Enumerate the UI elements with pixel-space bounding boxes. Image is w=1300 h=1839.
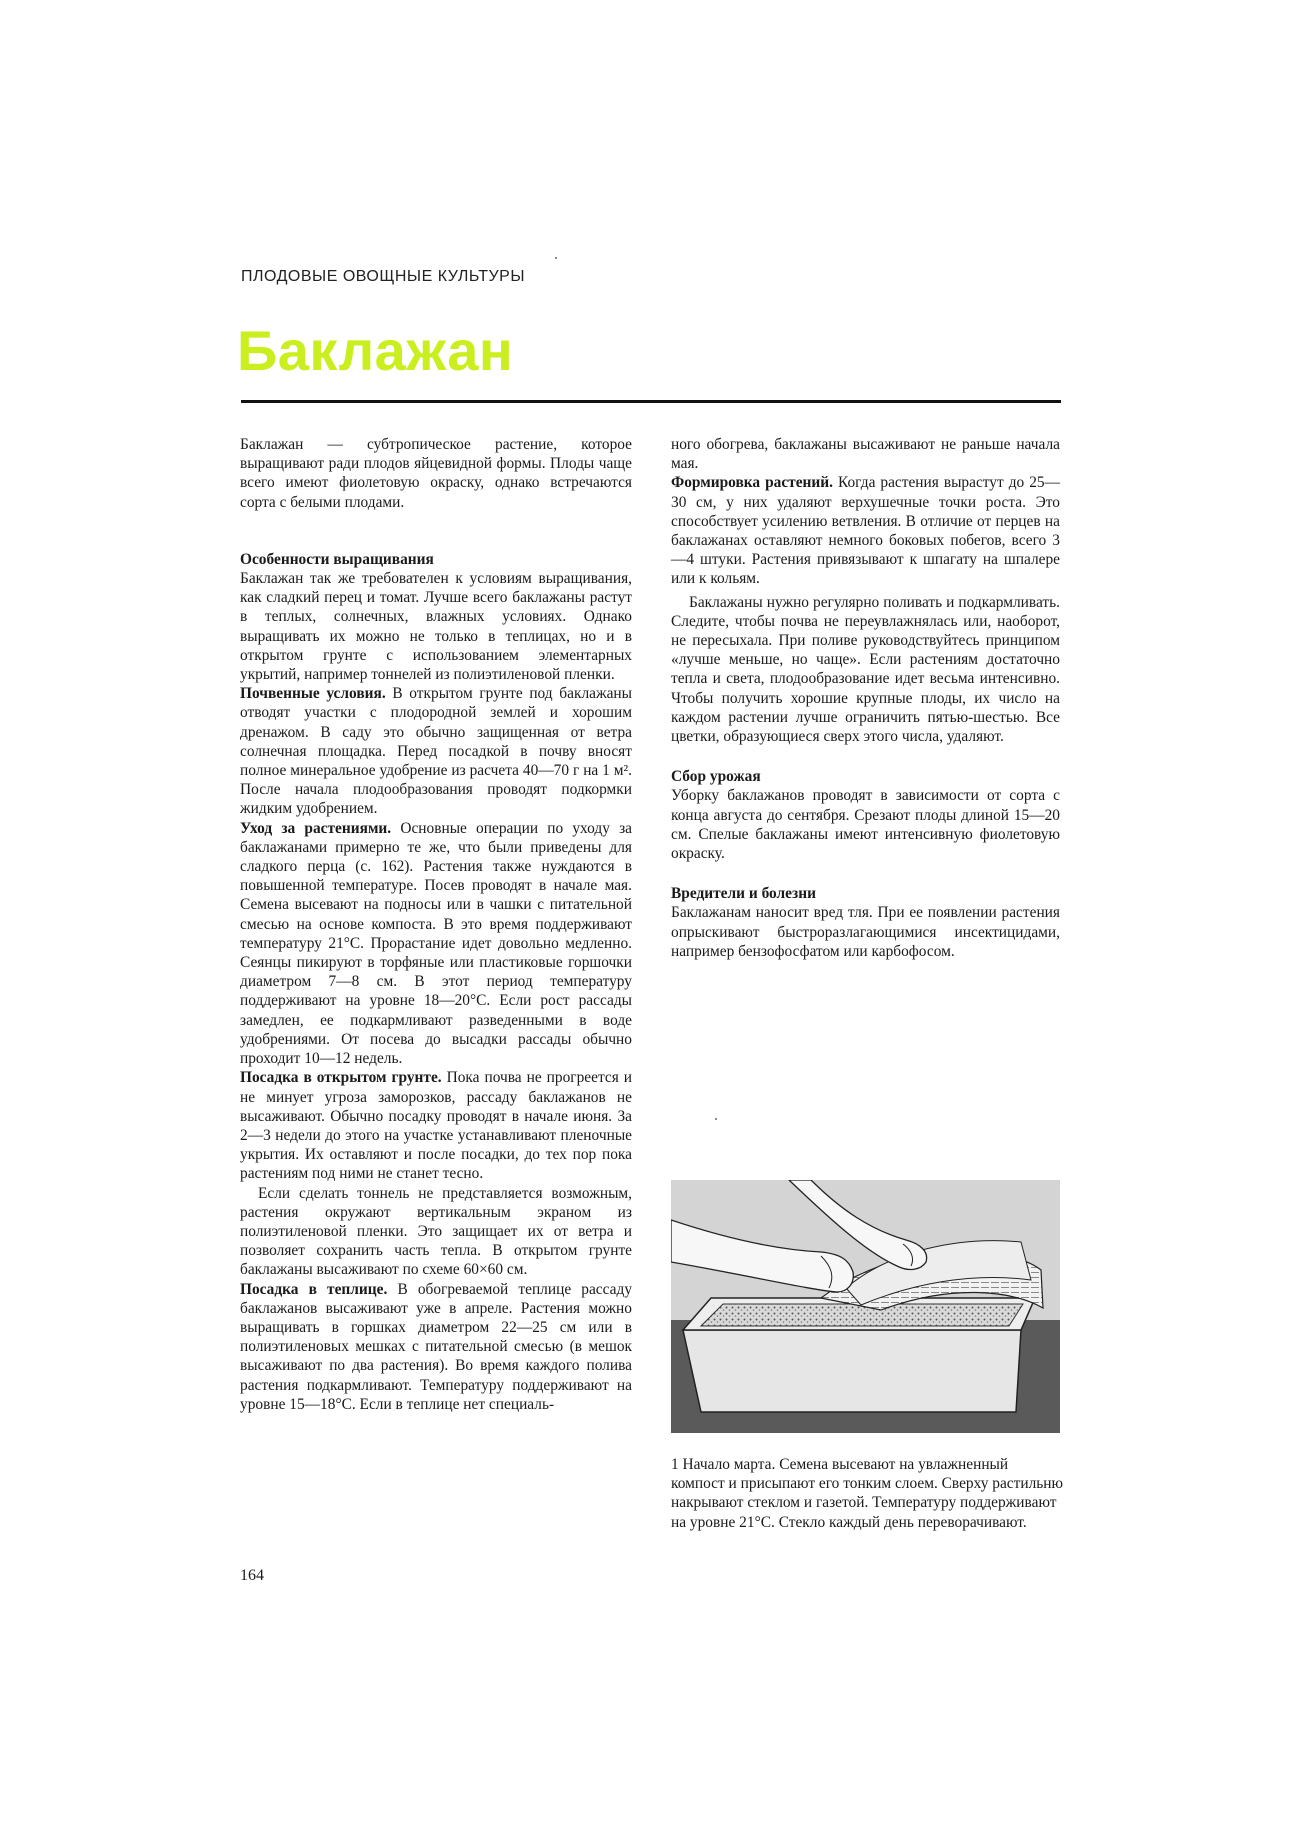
care-paragraph [240,819,632,1069]
pests-paragraph: Баклажанам наносит вред тля. При ее появлении растения опрыскивают быстроразлагающимися инсектицидами, например бензофосфатом или карбофосом. [671,904,1060,960]
greenhouse-text: В обогреваемой теплице рассаду баклажанов высаживают уже в апреле. Растения можно выращивать в горшках диаметром 22—25 см или в полиэтиленовых мешках с питательной смесью (в мешок высаживают по два растения). Во время каждого полива растения подкармливают. Температуру поддерживают на уровне 15—18°С. Если в теплице нет специаль- [240,1280,633,1413]
care-lead: Уход за растениями. [240,819,392,837]
figure-caption: 1 Начало марта. Семена высевают на увлажненный компост и присыпают его тонким слоем. Сверху растильню накрывают стеклом и газетой. Температуру поддерживают на уровне 21°С. Стекло каждый день переворачивают. [671,1456,1064,1531]
shaping-text: Когда растения вырастут до 25—30 см, у них удаляют верхушечные точки роста. Это способствует усилению ветвления. В отличие от перцев на баклажанах оставляют немного боковых побегов, всего 3—4 штуки. Растения привязывают к шпагату на шпалере или к кольям. [671,474,1060,588]
left-column [240,435,632,1414]
open-ground-paragraph [240,1068,632,1183]
growing-heading: Особенности выращивания [240,550,434,568]
open-ground-lead: Посадка в открытом грунте. [240,1069,442,1087]
open-ground-text: Пока почва не прогреется и не минует угроза заморозков, рассаду баклажанов не высаживают. Обычно посадку проводят в начале июня. За 2—3 недели до этого на участке устанавливают пленочные укрытия. Их оставляют и после посадки, до тех пор пока растениям под ними не станет тесно. [240,1069,632,1183]
section-label: ПЛОДОВЫЕ ОВОЩНЫЕ КУЛЬТУРЫ [241,268,525,285]
page-title: Баклажан [237,319,514,382]
growing-paragraph: Баклажан так же требователен к условиям выращивания, как сладкий перец и томат. Лучше всего баклажаны растут в теплых, солнечных, влажных условиях. Однако выращивать их можно не только в теплицах, но и в открытом грунте с использованием элементарных укрытий, например тоннелей из полиэтиленовой пленки. [240,570,632,684]
harvest-heading: Сбор урожая [671,768,761,786]
care-text: Основные операции по уходу за баклажанами примерно те же, что были приведены для сладкого перца (с. 162). Растения также нуждаются в повышенной температуре. Посев проводят в начале мая. Семена высевают на подносы или в чашки с питательной смесью на основе компоста. В это время поддерживают температуру 21°С. Прорастание идет довольно медленно. Сеянцы пикируют в торфяные или пластиковые горшочки диаметром 7—8 см. В этот период температуру поддерживают на уровне 18—20°С. Если рост рассады замедлен, ее подкармливают разведенными в воде удобрениями. От посева до высадки рассады обычно проходит 10—12 недель. [240,819,632,1068]
continuation-paragraph: ного обогрева, баклажаны высаживают не раньше начала мая. [671,436,1060,473]
tunnel-paragraph: Если сделать тоннель не представляется возможным, растения окружают вертикальным экраном из полиэтиленовой пленки. Это защищает их от ветра и позволяет сохранить часть тепла. В открытом грунте баклажаны высаживают по схеме 60×60 см. [240,1184,632,1279]
soil-paragraph [240,684,632,818]
pests-heading: Вредители и болезни [671,885,816,903]
soil-text: В открытом грунте под баклажаны отводят участки с плодородной землей и хорошим дренажом. В саду это обычно защищенная от ветра солнечная площадка. Перед посадкой в почву вносят полное минеральное удобрение из расчета 40—70 г на 1 м². После начала плодообразования проводят подкормки жидким удобрением. [240,685,632,818]
scan-speck [555,257,557,259]
watering-paragraph: Баклажаны нужно регулярно поливать и подкармливать. Следите, чтобы почва не переувлажнялась или, наоборот, не пересыхала. При поливе руководствуйтесь принципом «лучше меньше, но чаще». Если растениям достаточно тепла и света, плодообразование идет весьма интенсивно. Чтобы получить хорошие крупные плоды, их число на каждом растении лучше ограничить пятью-шестью. Все цветки, образующиеся сверх этого числа, удаляют. [671,593,1060,746]
title-rule [241,400,1061,403]
shaping-paragraph [671,473,1060,588]
harvest-paragraph: Уборку баклажанов проводят в зависимости от сорта с конца августа до сентября. Срезают плоды длиной 15—20 см. Спелые баклажаны имеют интенсивную фиолетовую окраску. [671,787,1060,863]
scan-speck [715,1118,717,1120]
intro-paragraph: Баклажан — субтропическое растение, которое выращивают ради плодов яйцевидной формы. Плоды чаще всего имеют фиолетовую окраску, однако встречаются сорта с белыми плодами. [240,436,632,511]
greenhouse-lead: Посадка в теплице. [240,1280,388,1298]
right-column [671,435,1060,961]
shaping-lead: Формировка растений. [671,474,834,492]
soil-lead: Почвенные условия. [240,685,386,703]
page-number: 164 [240,1567,264,1584]
greenhouse-paragraph [240,1280,632,1414]
sowing-illustration [671,1180,1060,1433]
